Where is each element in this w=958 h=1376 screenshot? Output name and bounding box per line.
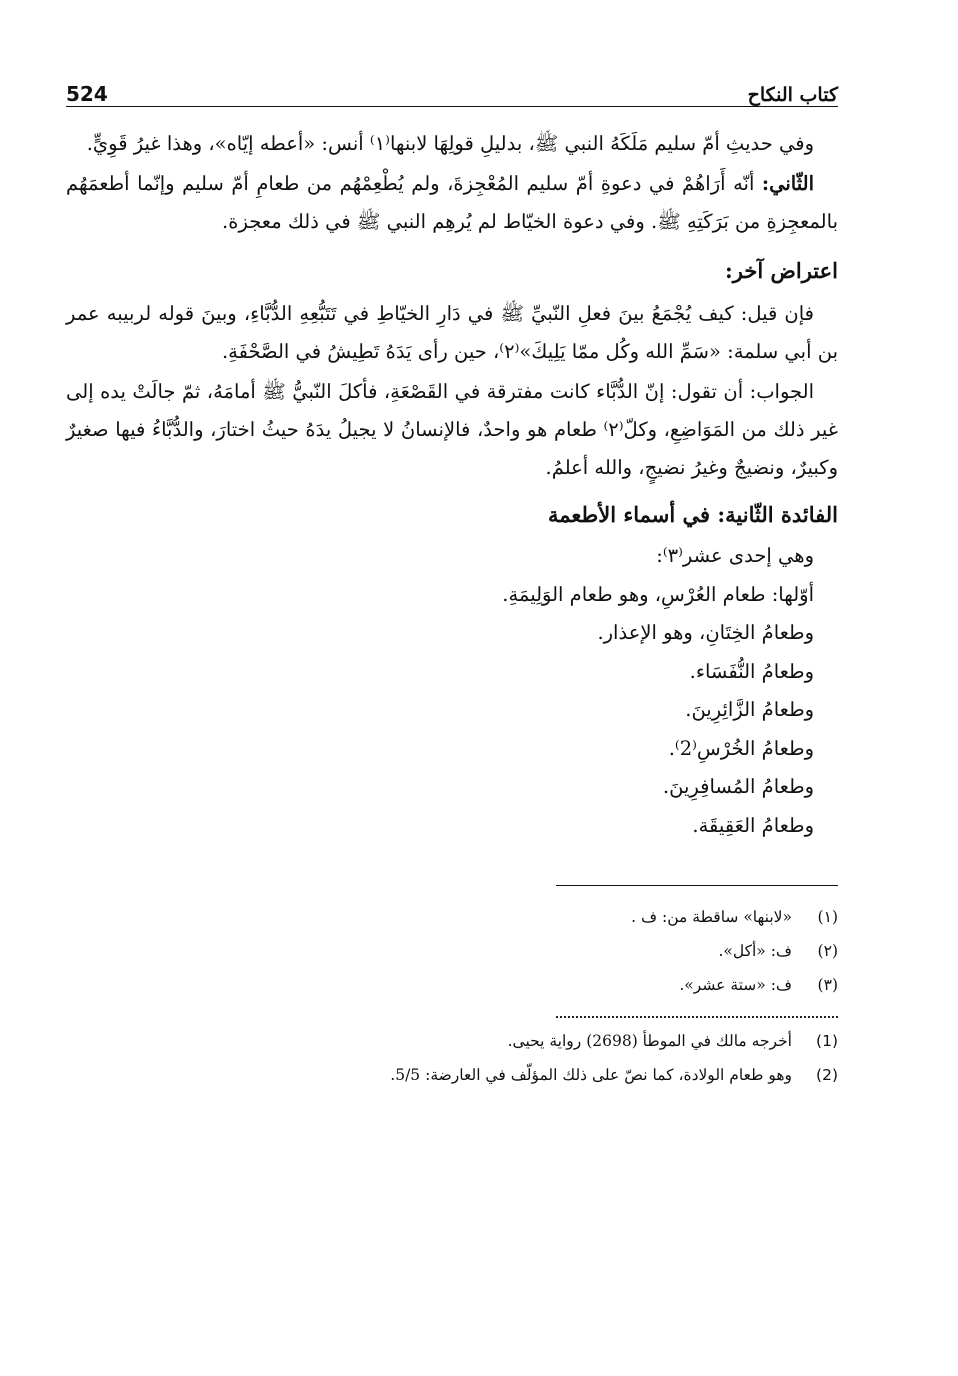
book-title: كتاب النكاح: [747, 84, 838, 106]
objection-answer: الجواب: أن تقول: إنّ الدُّبَّاء كانت مفترقة في القَصْعَةِ، فأكلَ النّبيُّ ﷺ أمامَهُ، ثمّ جالَتْ يده إلى غير ذلك من المَوَاضِعِ، وكلّ⁽٢⁾ طعام هو واحدٌ، فالإنسانُ لا يجيلُ يدَهُ حيثُ اختارَ، والدُّبَّاءُ فيها صغيرٌ وكبيرٌ، ونضيجٌ وغيرُ نضيجٍ، والله أعلمُ.: [66, 380, 838, 479]
main-text: [66, 125, 838, 845]
footnote-text: أخرجه مالك في الموطأ (2698) رواية يحيى.: [507, 1032, 792, 1050]
list-item: وطعامُ النُّفَسَاء.: [689, 659, 814, 683]
footnote: [66, 934, 838, 968]
list-item: وطعامُ العَقِيقَة.: [692, 813, 814, 837]
footnote-number: (١): [817, 908, 838, 926]
paragraph-2-text: أنّه أَرَاهُمْ في دعوةِ أمّ سليم المُعْجِزةَ، ولم يُطْعِمْهُم من طعامِ أمّ سليم وإنّما أطعمَهُم بالمعجِزةِ من بَرَكَتِهِ ﷺ. وفي دعوة الخيّاط لم يُرهِم النبي ﷺ في ذلك معجزة.: [66, 172, 838, 233]
footnote-text: وهو طعام الولادة، كما نصّ على ذلك المؤلّف في العارضة: 5/5.: [390, 1066, 792, 1084]
dotted-separator: [556, 1016, 838, 1018]
footnote-text: ف: «ستة عشر».: [679, 976, 792, 994]
footnote: [66, 900, 838, 934]
list-item: وطعامُ المُسافِرِينَ.: [662, 775, 814, 798]
objection-heading: اعتراض آخر:: [725, 258, 838, 283]
list-intro: وهي إحدى عشر⁽٣⁾:: [656, 544, 814, 567]
footnotes-variants: [66, 900, 838, 1092]
list-item: أوّلها: طعام العُرْسِ، وهو طعام الوَلِيمَةِ.: [502, 582, 814, 606]
objection-question: فإن قيل: كيف يُجْمَعُ بينَ فعلِ النّبيِّ ﷺ في دَارِ الخيّاطِ في تَتَبُّعِهِ الدُّبَّاءِ، وبينَ قوله لربيبه عمر بن أبي سلمة: «سَمِّ الله وكُل ممّا يَلِيكَ»⁽٢⁾، حين رأى يَدَهُ تَطِيشُ في الصَّحْفَةِ.: [66, 302, 838, 363]
page: [66, 72, 838, 1092]
paragraph-2: [66, 165, 838, 241]
page-header: [66, 72, 838, 107]
footnote-number: (1): [816, 1032, 838, 1050]
list-item: وطعامُ الخِتَانِ، وهو الإعذار.: [597, 621, 814, 644]
section-heading: الفائدة الثّانية: في أسماء الأطعمة: [548, 502, 838, 527]
footnote-number: (٢): [817, 942, 838, 960]
paragraph-1: وفي حديثِ أمّ سليم مَلَكَهُ النبي ﷺ، بدليلِ قولِهَا لابنها⁽١⁾ أنس: «أعطه إيّاه»، وهذا غيرُ قَوِيٍّ.: [86, 132, 814, 155]
footnote-number: (٣): [817, 976, 838, 994]
footnote: [66, 968, 838, 1002]
page-number: 524: [66, 82, 108, 106]
footnote-text: ف: «أكل».: [718, 942, 792, 960]
list-item: وطعامُ الزَّائِرِينَ.: [685, 698, 814, 721]
footnote-text: «لابنها» ساقطة من: ف .: [631, 908, 792, 926]
footnote-separator: [556, 885, 838, 886]
footnote: [66, 1058, 838, 1092]
footnote: [66, 1024, 838, 1058]
food-names-list: [66, 537, 838, 845]
footnote-number: (2): [816, 1066, 838, 1084]
list-item: وطعامُ الخُرْسِ⁽2⁾.: [668, 736, 814, 760]
paragraph-2-lead: الثّاني:: [761, 172, 814, 195]
